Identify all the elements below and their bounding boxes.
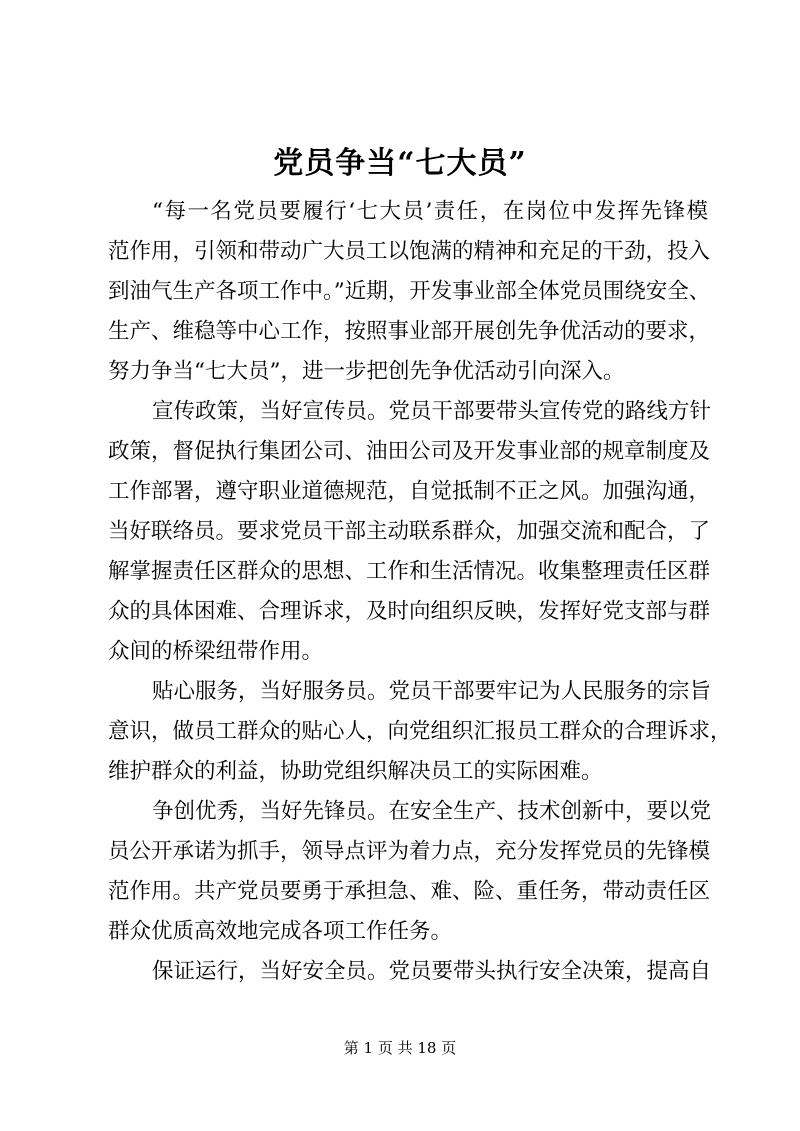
text-line: 范作用，引领和带动广大员工以饱满的精神和充足的干劲，投入 [108, 239, 711, 264]
text-line: 努力争当“七大员”，进一步把创先争优活动引向深入。 [108, 359, 625, 384]
text-line: “每一名党员要履行‘七大员’责任，在岗位中发挥先锋模 [152, 199, 708, 224]
text-line: 生产、维稳等中心工作，按照事业部开展创先争优活动的要求， [108, 319, 711, 344]
paragraph-2 [108, 392, 712, 672]
text-line: 争创优秀，当好先锋员。在安全生产、技术创新中，要以党 [152, 799, 712, 824]
text-line: 宣传政策，当好宣传员。党员干部要带头宣传党的路线方针 [152, 399, 712, 424]
paragraph-3 [108, 672, 732, 792]
text-line: 贴心服务，当好服务员。党员干部要牢记为人民服务的宗旨 [152, 679, 712, 704]
page-footer: 第 1 页 共 18 页 [343, 1039, 457, 1057]
text-line: 意识，做员工群众的贴心人，向党组织汇报员工群众的合理诉求， [108, 719, 732, 744]
paragraph-5 [108, 952, 712, 992]
text-line: 政策，督促执行集团公司、油田公司及开发事业部的规章制度及 [108, 439, 711, 464]
text-line: 众的具体困难、合理诉求，及时向组织反映，发挥好党支部与群 [108, 599, 711, 624]
paragraph-1 [108, 192, 711, 392]
text-line: 解掌握责任区群众的思想、工作和生活情况。收集整理责任区群 [108, 559, 711, 584]
text-line: 维护群众的利益，协助党组织解决员工的实际困难。 [108, 759, 603, 784]
text-line: 保证运行，当好安全员。党员要带头执行安全决策，提高自 [152, 959, 712, 984]
paragraph-4 [108, 792, 712, 952]
text-line: 当好联络员。要求党员干部主动联系群众，加强交流和配合，了 [108, 519, 711, 544]
text-line: 工作部署，遵守职业道德规范，自觉抵制不正之风。加强沟通， [108, 479, 711, 504]
document-title: 党员争当“七大员” [273, 146, 527, 181]
text-line: 到油气生产各项工作中。”近期，开发事业部全体党员围绕安全、 [108, 279, 711, 304]
text-line: 群众优质高效地完成各项工作任务。 [108, 919, 453, 944]
text-line: 众间的桥梁纽带作用。 [108, 639, 324, 664]
text-line: 范作用。共产党员要勇于承担急、难、险、重任务，带动责任区 [108, 879, 711, 904]
text-line: 员公开承诺为抓手，领导点评为着力点，充分发挥党员的先锋模 [108, 839, 711, 864]
